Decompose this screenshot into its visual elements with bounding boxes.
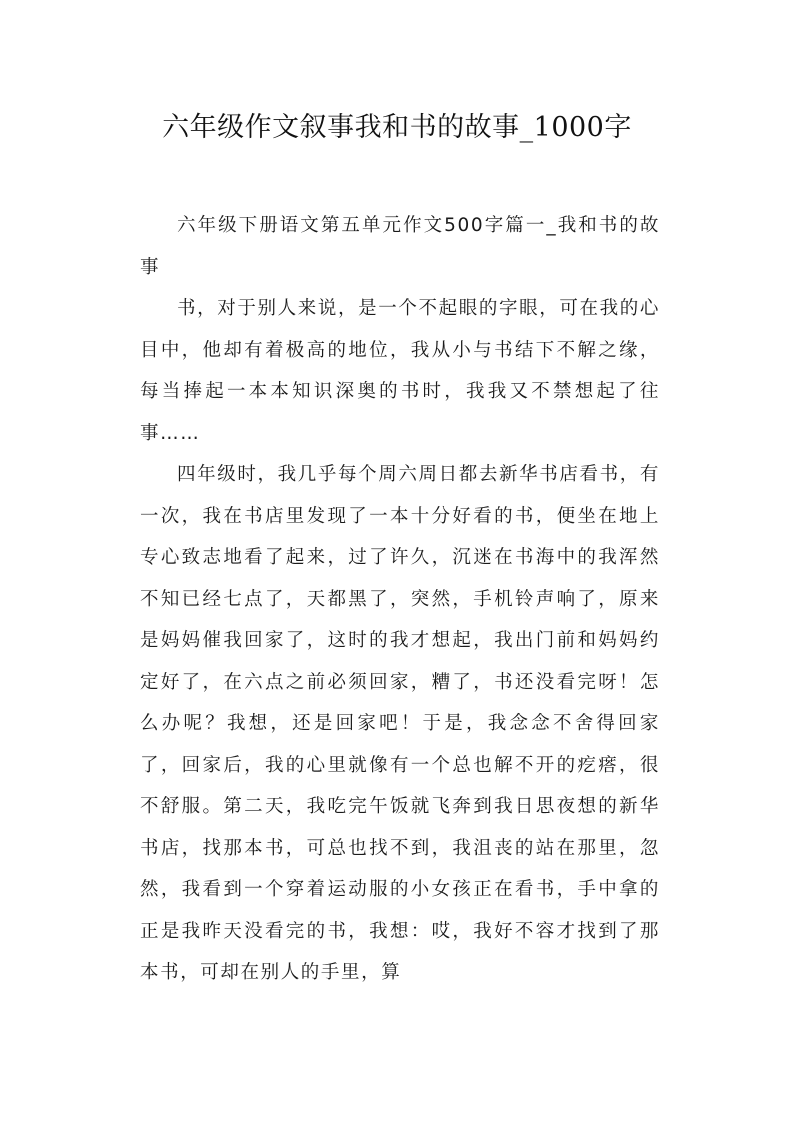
- paragraph: 书，对于别人来说，是一个不起眼的字眼，可在我的心目中，他却有着极高的地位，我从小与书结下不解之缘，每当捧起一本本知识深奥的书时，我我又不禁想起了往事……: [140, 298, 660, 444]
- document-title: 六年级作文叙事我和书的故事_1000字: [162, 112, 632, 143]
- paragraph: 四年级时，我几乎每个周六周日都去新华书店看书，有一次，我在书店里发现了一本十分好看的书，便坐在地上专心致志地看了起来，过了许久，沉迷在书海中的我浑然不知已经七点了，天都黑了，突然，手机铃声响了，原来是妈妈催我回家了，这时的我才想起，我出门前和妈妈约定好了，在六点之前必须回家，糟了，书还没看完呀！怎么办呢？我想，还是回家吧！于是，我念念不舍得回家了，回家后，我的心里就像有一个总也解不开的疙瘩，很不舒服。第二天，我吃完午饭就飞奔到我日思夜想的新华书店，找那本书，可总也找不到，我沮丧的站在那里，忽然，我看到一个穿着运动服的小女孩正在看书，手中拿的正是我昨天没看完的书，我想：哎，我好不容才找到了那本书，可却在别人的手里，算: [140, 464, 660, 983]
- document-body: [140, 205, 660, 994]
- paragraph-heading: 六年级下册语文第五单元作文500字篇一_我和书的故事: [140, 215, 660, 278]
